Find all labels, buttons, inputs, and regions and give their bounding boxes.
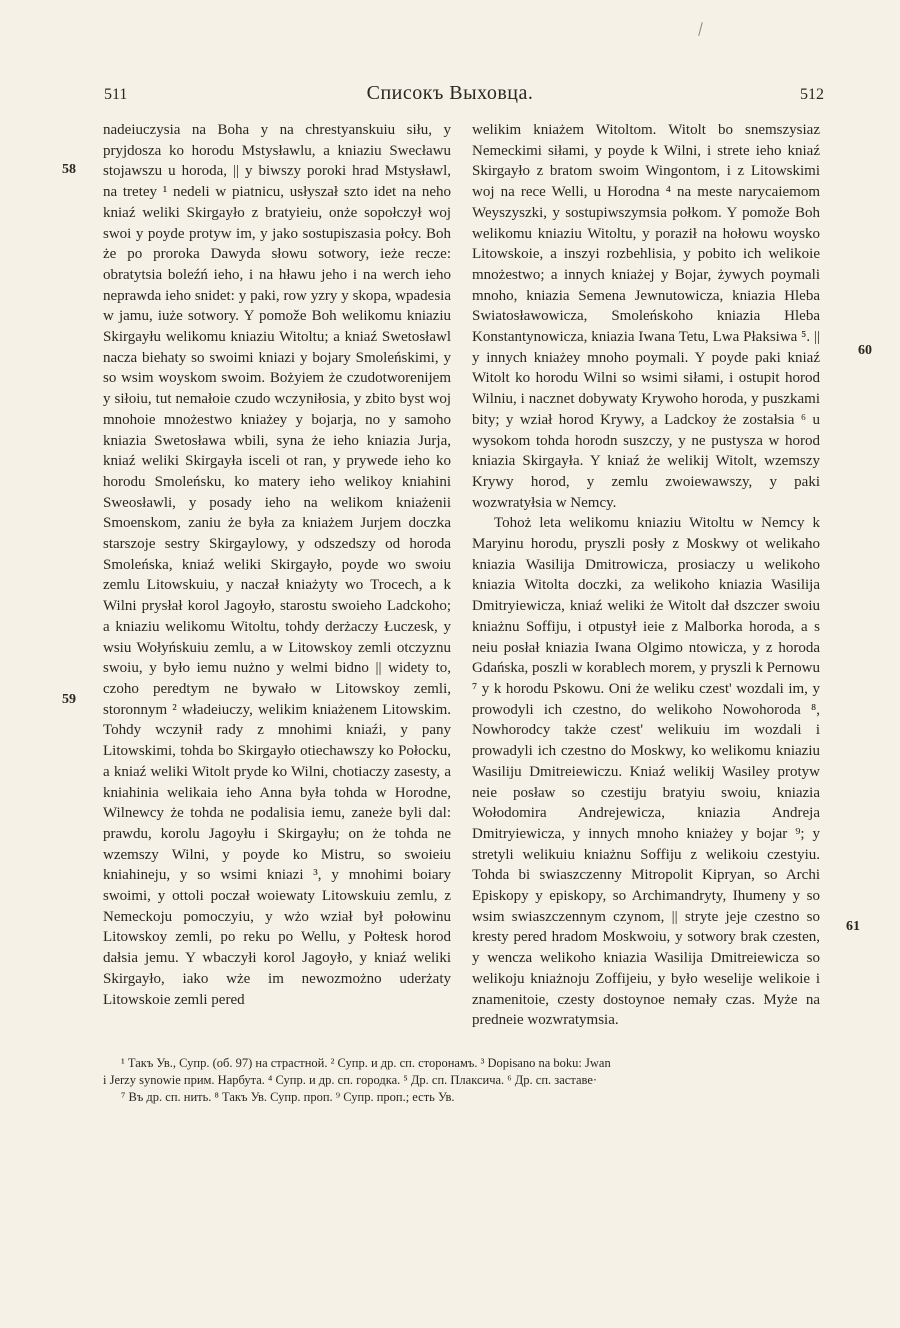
margin-number-60: 60 [858, 343, 872, 358]
page-number-left: 511 [104, 86, 128, 103]
footnote-line: ¹ Такъ Ув., Супр. (об. 97) на страстной. ² Супр. и др. сп. сторонамъ. ³ Dopisano na boku: Jwan [121, 1056, 611, 1070]
page-title: Списокъ Выховца. [366, 82, 534, 104]
left-text-column [103, 120, 451, 1010]
page-header [0, 82, 900, 110]
right-paragraph-2: Tohoż leta welikomu kniaziu Witoltu w Nemcy k Maryinu horodu, pryszli posły z Moskwy ot welikaho kniazia Wasilija Dmitrowicza, prosiaczy u welikoho kniazia Witolta doczki, za welikoho kniazia Wasilija Dmitryiewicza, kniaź weliki że Witolt dał dszczer swoiu kniażnu Soffiju, i otpustył ieie z Malborka horoda, a s neiu posłał kniazia Iwana Olgimo ntowicza, y z horoda Gdańska, poszli w korablech morem, y pryszli k Pernowu ⁷ y k horodu Pskowu. Oni że weliku czest' wozdali im, y prowodyli ich czestno, do welikoho Nowohoroda ⁸, Nowhorodcy także czest' welikuiu im wozdali i prowadyli ich czestno do Moskwy, ko welikomu kniaziu Wasiliju Dmitreiewiczu. Kniaź welikij Wasiley protyw neie posław so czestiju bratyiu swoiu, kniazia Wołodomira Andrejewicza, kniazia Andreja Dmitryiewicza, y innych mnoho kniażey y bojar ⁹; y stretyli welikuiu kniażnu Soffiju z welikoiu czestyiu. Tohda bi swiaszczenny Mitropolit Kipryan, so Archi Episkopy y episkopy, so Archimandryty, Ihumeny y so wsim swiaszczennym czynom, || stryte jeje czestno so kresty pered hradom Moskwoiu, y sotwory brak czesten, y wencza welikoho kniazia Wasilija Dmitreiewicza so welikoju kniażnoju Zoffijeiu, y było weselije welikoie i znamenitoie, czesty dostoynoe nemały czas. Myże na predneie wozwratymsia. [472, 515, 820, 1029]
margin-number-58: 58 [62, 162, 76, 177]
right-text-column [472, 120, 820, 1031]
stray-mark [698, 22, 703, 36]
footnotes [103, 1055, 823, 1106]
page-number-right: 512 [800, 86, 824, 103]
margin-number-59: 59 [62, 692, 76, 707]
footnote-line: ⁷ Въ др. сп. нить. ⁸ Такъ Ув. Супр. проп. ⁹ Супр. проп.; есть Ув. [121, 1090, 455, 1104]
right-paragraph-1: welikim kniażem Witoltom. Witolt bo snemszysiaz Nemeckimi siłami, y poyde k Wilni, i strete ieho kniaź Skirgayło z bratom swoim Wingontom, i z Litowskimi woj na rece Welli, u Horodna ⁴ na meste narycaiemom Weyszyszki, y sostupiwszymsia połkom. Y pomože Boh welikomu kniaziu Witoltu, y poraził na hołowu woysko Litowskoie, a inszyi rozbehlisia, y pobito ich welikoie mnożestwo; a innych kniażej y Bojar, żywych poymali mnoho, kniazia Semena Jewnutowicza, kniazia Hleba Swiatosławowicza, Smoleńskoho kniazia Hleba Konstantynowicza, kniazia Iwana Tetu, Lwa Płaksiwa ⁵. || y innych kniażey mnoho poymali. Y poyde paki kniaź Witolt ko horodu Wilni so wsimi siłami, i ostupit horod Wilniu, i nacznet dobywaty Krywoho horoda, y puszkami bity; y wział horod Krywy, a Ladckoy że zostałsia ⁶ u wysokom tohda horodn suszczy, y ne pustysza w horod kniazia Skirgayła. Y kniaź że welikij Witolt, wzemszy Krywy horod, y zemlu zwoiewawszy, y paki wozwratyłsia w Nemcy. [472, 122, 820, 511]
footnote-line: i Jerzy synowie прим. Нарбута. ⁴ Супр. и др. сп. городка. ⁵ Др. сп. Плаксича. ⁶ Др. сп. заставе· [103, 1073, 598, 1087]
margin-number-61: 61 [846, 919, 860, 934]
left-paragraph: nadeiuczysia na Boha y na chrestyanskuiu siłu, y pryjdosza ko horodu Mstysławlu, a kniaziu Swecławu stojawszu u horoda, || y biwszy poroki hrad Mstysławl, na tretey ¹ nedeli w piatnicu, usłyszał szto idet na neho kniaź weliki Skirgayło z bratyieiu, onże sopołczył woj swoi y poyde protyw im, y jako sostupiszasia połcy. Boh że po proroka Dawyda słowu sotwory, ieże recze: obratytsia boleźń ieho, i na hławu jeho i na werch ieho neprawda ieho snidet: y paki, row yzry y skopa, wpadesia w jamu, iuże sotwory. Y pomože Boh welikomu kniaziu Skirgayłu welikomu kniaziu Witoltu; a kniaź Swetosławl nacza biehaty so swoimi kniazi y bojary Smoleńskimi, y so wsim woyskom swoim. Bożyiem że czudotworenijem y siłoiu, tut nemałoie czudo wczyniłosia, y zbito byst woj mnohoie mnożestwo kniażey y bojarja, no y samoho kniazia Swetosławа wbili, syna że ieho kniazia Jurja, kniaź weliki Skirgayła isceli ot ran, y prywede ieho ko horodu Smoleńsku, ko matery ieho welikoy kniahini Sweosławli, y posady ieho na welikom kniażenii Smoenskom, zaniu że była za kniażem Jurjem doczka starszoje sestry Skirgaylowy, y odszedszy od horoda Smoleńska, kniaź weliki Skirgayło, poyde wo swoiu zemlu Litowskuiu, y naczał kniażyty wo Trocech, a k Wilni prysłał korol Jagoyło, starostu swoieho Ladckoho; a kniaziu welikomu Witoltu, tohdy derżaczy Łuczesk, y wsiu Wołyńskuiu zemlu, a w Litowskoy zemli otczyznu swoiu, y było iemu nużno y welmi bidno || widety to, czoho peredtym ne bywało w Litowskoy zemli, storonnym ² władeiuczy, welikim kniażenem Litowskim. Tohdy wczynił rady z mnohimi kniaźi, y pany Litowskimi, tohda bo Skirgayło otiechawszy ko Połocku, a kniaź weliki Witolt pryde ko Wilni, chotiaczy zasesty, a kniahinia welikaia ieho Anna była tohda w Horodne, Wilnewcy że tohda ne podalisia iemu, zaneże byli dal: prawdu, korolu Jagoyłu i Skirgayłu; on że tohda ne wzemszy Wilni, y poyde ko Mistru, so swoieiu kniahineju, y so wsimi kniazi ³, y mnohimi boiary swoimi, y ottoli poczał woiewaty Litowskuiu zemlu, z Nemeckoju pomoczyiu, y wżo wział był połowinu Litowskoy zemli, po reku po Wellu, y Połtesk horod dałsia jemu. Y wbaczyłi korol Jagoyło, y kniaź weliki Skirgayło, iako wże im newozmożno uderżaty Litowskoie zemli pered [103, 122, 451, 1008]
